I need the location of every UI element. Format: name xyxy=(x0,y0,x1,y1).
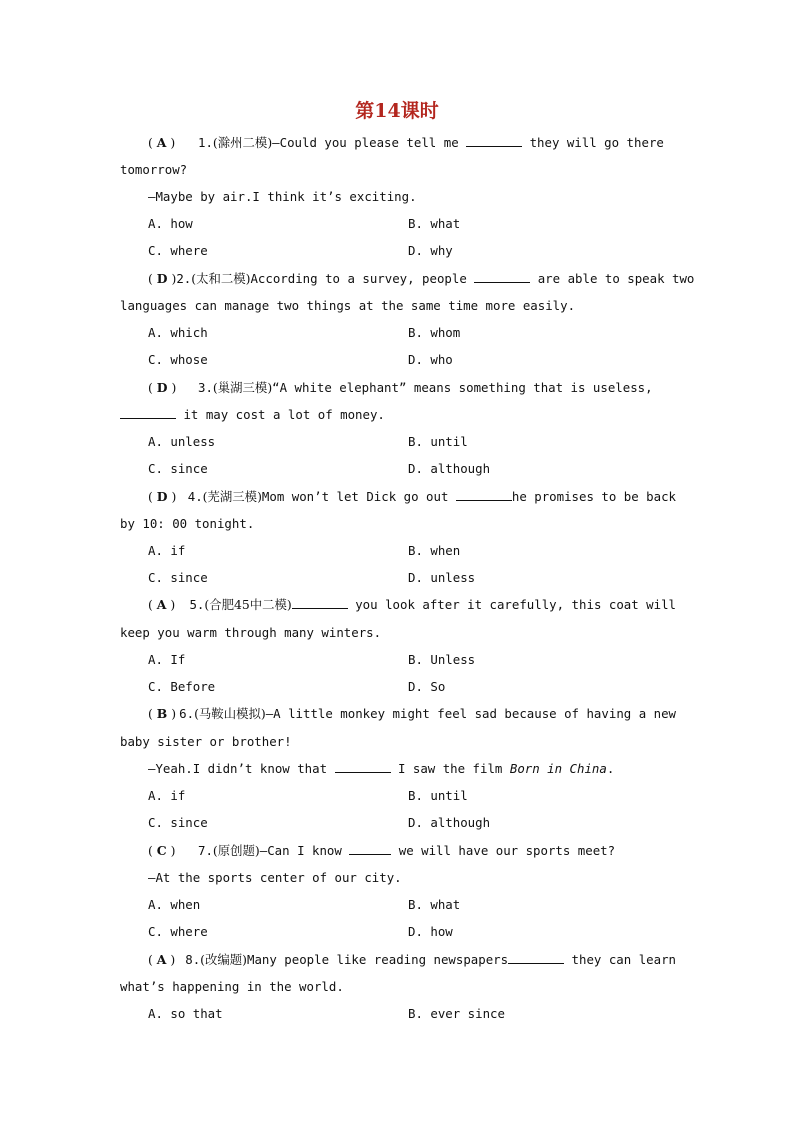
option-c: C. Before xyxy=(148,679,216,694)
answer-blank xyxy=(508,951,564,964)
question-7-text: 7.(原创题)—Can I know we will have our sports meet? xyxy=(198,843,616,858)
option-c: C. where xyxy=(148,924,208,939)
question-1-cont: tomorrow? xyxy=(120,162,188,177)
film-title: Born in China xyxy=(509,761,607,776)
question-7-options-row1 xyxy=(148,894,676,916)
answer-1: ( A ) xyxy=(148,135,176,150)
question-6-options-row1 xyxy=(148,785,676,807)
option-c: C. where xyxy=(148,243,208,258)
option-b: B. Unless xyxy=(408,652,476,667)
option-d: D. how xyxy=(408,924,453,939)
answer-6: ( B ) xyxy=(148,706,177,721)
question-6-cont: baby sister or brother! xyxy=(120,734,292,749)
option-b: B. what xyxy=(408,216,461,231)
answer-2: ( D ) xyxy=(148,271,177,286)
option-d: D. unless xyxy=(408,570,476,585)
question-6-stem xyxy=(148,703,676,725)
question-6-text: 6.(马鞍山模拟)—A little monkey might feel sad because of having a new xyxy=(179,706,676,721)
option-b: B. ever since xyxy=(408,1006,505,1021)
page-title: 第14课时 xyxy=(355,100,439,122)
answer-blank xyxy=(474,270,530,283)
option-c: C. since xyxy=(148,815,208,830)
answer-blank xyxy=(292,596,348,609)
option-a: A. how xyxy=(148,216,193,231)
option-b: B. until xyxy=(408,788,468,803)
question-3-cont: it may cost a lot of money. xyxy=(120,404,676,426)
question-4-options-row2 xyxy=(148,567,676,589)
option-a: A. if xyxy=(148,788,186,803)
question-4-stem xyxy=(148,486,676,508)
option-a: A. unless xyxy=(148,434,216,449)
question-2-options-row1 xyxy=(148,322,676,344)
option-d: D. who xyxy=(408,352,453,367)
question-7-reply: —At the sports center of our city. xyxy=(148,870,402,885)
option-d: D. although xyxy=(408,461,491,476)
question-5-cont: keep you warm through many winters. xyxy=(120,625,382,640)
answer-3: ( D ) xyxy=(148,380,177,395)
answer-blank xyxy=(120,406,176,419)
answer-blank xyxy=(349,842,391,855)
option-c: C. whose xyxy=(148,352,208,367)
question-2-stem xyxy=(148,268,695,290)
question-1-options-row1 xyxy=(148,213,676,235)
question-2-options-row2 xyxy=(148,349,676,371)
question-7-stem xyxy=(148,840,676,862)
option-c: C. since xyxy=(148,570,208,585)
question-1-stem xyxy=(148,132,676,154)
question-3-options-row1 xyxy=(148,431,676,453)
option-a: A. If xyxy=(148,652,186,667)
option-a: A. if xyxy=(148,543,186,558)
answer-blank xyxy=(456,488,512,501)
answer-5: ( A ) xyxy=(148,597,176,612)
option-b: B. whom xyxy=(408,325,461,340)
question-8-stem xyxy=(148,949,676,971)
question-1-options-row2 xyxy=(148,240,676,262)
question-5-text: 5.(合肥45中二模) you look after it carefully, this coat will xyxy=(189,597,676,612)
option-b: B. what xyxy=(408,897,461,912)
question-4-options-row1 xyxy=(148,540,676,562)
answer-8: ( A ) xyxy=(148,952,176,967)
question-3-text: 3.(巢湖三模)“A white elephant” means something that is useless, xyxy=(198,380,653,395)
option-d: D. So xyxy=(408,679,446,694)
question-2-text: 2.(太和二模)According to a survey, people are able to speak two xyxy=(176,271,695,286)
option-d: D. why xyxy=(408,243,453,258)
option-a: A. when xyxy=(148,897,201,912)
question-6-reply: —Yeah.I didn’t know that I saw the film Born in China. xyxy=(148,761,615,776)
option-b: B. until xyxy=(408,434,468,449)
question-5-options-row1 xyxy=(148,649,676,671)
question-8-options-row1 xyxy=(148,1003,676,1025)
answer-blank xyxy=(466,134,522,147)
option-c: C. since xyxy=(148,461,208,476)
question-6-options-row2 xyxy=(148,812,676,834)
question-4-text: 4.(芜湖三模)Mom won’t let Dick go out he promises to be back xyxy=(187,489,676,504)
question-2-cont: languages can manage two things at the same time more easily. xyxy=(120,298,576,313)
option-a: A. which xyxy=(148,325,208,340)
option-d: D. although xyxy=(408,815,491,830)
question-5-options-row2 xyxy=(148,676,676,698)
question-8-text: 8.(改编题)Many people like reading newspapers they can learn xyxy=(185,952,676,967)
question-3-options-row2 xyxy=(148,458,676,480)
question-1-text: 1.(滁州二模)—Could you please tell me they will go there xyxy=(198,135,664,150)
answer-blank xyxy=(335,760,391,773)
answer-7: ( C ) xyxy=(148,843,176,858)
answer-4: ( D ) xyxy=(148,489,177,504)
question-3-stem xyxy=(148,377,676,399)
question-4-cont: by 10: 00 tonight. xyxy=(120,516,255,531)
option-b: B. when xyxy=(408,543,461,558)
question-5-stem xyxy=(148,594,676,616)
option-a: A. so that xyxy=(148,1006,223,1021)
question-1-reply: —Maybe by air.I think it’s exciting. xyxy=(148,189,417,204)
question-7-options-row2 xyxy=(148,921,676,943)
question-8-cont: what’s happening in the world. xyxy=(120,979,344,994)
